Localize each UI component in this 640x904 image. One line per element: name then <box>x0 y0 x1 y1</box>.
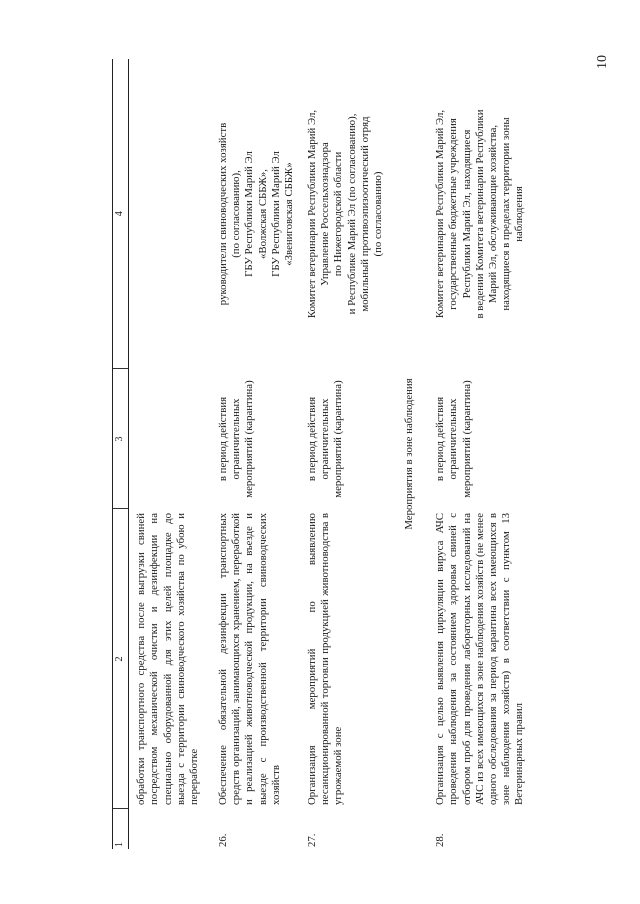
table-row <box>428 59 530 849</box>
rotated-sheet <box>112 59 552 849</box>
column-number: 1 <box>113 809 129 849</box>
measure-text: Организация мероприятий по выявлению несанкционированной торговли продукцией животноводства в угрожаемой зоне <box>306 513 345 805</box>
continuation-text: обработки транспортного средства после выгрузки свиней посредством механической очистки и дезинфекции на специально оборудованной для этих целей площадке до выезда с территории свиноводческого хозяйства по убою и переработке <box>135 513 200 805</box>
measure-text: Организация с целью выявления циркуляции вируса АЧС проведения наблюдения за состоянием здоровья свиней с отбором проб для проведения лабораторных исследований на АЧС из всех имеющихся в зоне наблюдения хозяйств (не менее одного обследования за период карантина всех имеющихся в зоне наблюдения хозяйств) в соответствии с пунктом 13 Ветеринарных правил <box>434 513 526 805</box>
table-row <box>300 59 389 849</box>
measures-table <box>112 59 530 849</box>
responsible-text: Комитет ветеринарии Республики Марий Эл, государственные бюджетные учреждения Республики Марий Эл, находящиеся в ведении Комитета ветеринарии Республики Марий Эл, обслуживающие хозяйства, находящиеся в пределах территории зоны наблюдения <box>434 109 526 319</box>
period-text: в период действия ограничительных мероприятий (карантина) <box>306 380 345 498</box>
row-number: 26. <box>217 833 230 847</box>
responsible-text: руководители свиноводческих хозяйств (по согласованию), ГБУ Республики Марий Эл «Волжская СББЖ», ГБУ Республики Марий Эл «Звениговская СББЖ» <box>217 122 295 306</box>
responsible-text: Комитет ветеринарии Республики Марий Эл, Управление Россельхознадзора по Нижегородской области и Республике Марий Эл (по согласованию), мобильный противоэпизоотический отряд (по согласованию) <box>306 109 384 319</box>
column-number-header-row <box>113 59 129 849</box>
continuation-row <box>129 59 211 849</box>
column-number: 4 <box>113 59 129 369</box>
row-number: 27. <box>306 833 319 847</box>
period-text: в период действия ограничительных мероприятий (карантина) <box>217 380 256 498</box>
section-heading-row <box>389 59 428 849</box>
row-number: 28. <box>434 833 447 847</box>
table-row <box>211 59 300 849</box>
page-number: 10 <box>595 55 610 69</box>
column-number: 2 <box>113 509 129 809</box>
column-number: 3 <box>113 369 129 509</box>
measure-text: Обеспечение обязательной дезинфекции транспортных средств организаций, занимающихся хранением, переработкой и реализацией животноводческой продукции, на въезде и выезде с производственной территории свиноводческих хозяйств <box>217 513 282 805</box>
section-title: Мероприятия в зоне наблюдения <box>403 378 416 530</box>
period-text: в период действия ограничительных мероприятий (карантина) <box>434 380 473 498</box>
